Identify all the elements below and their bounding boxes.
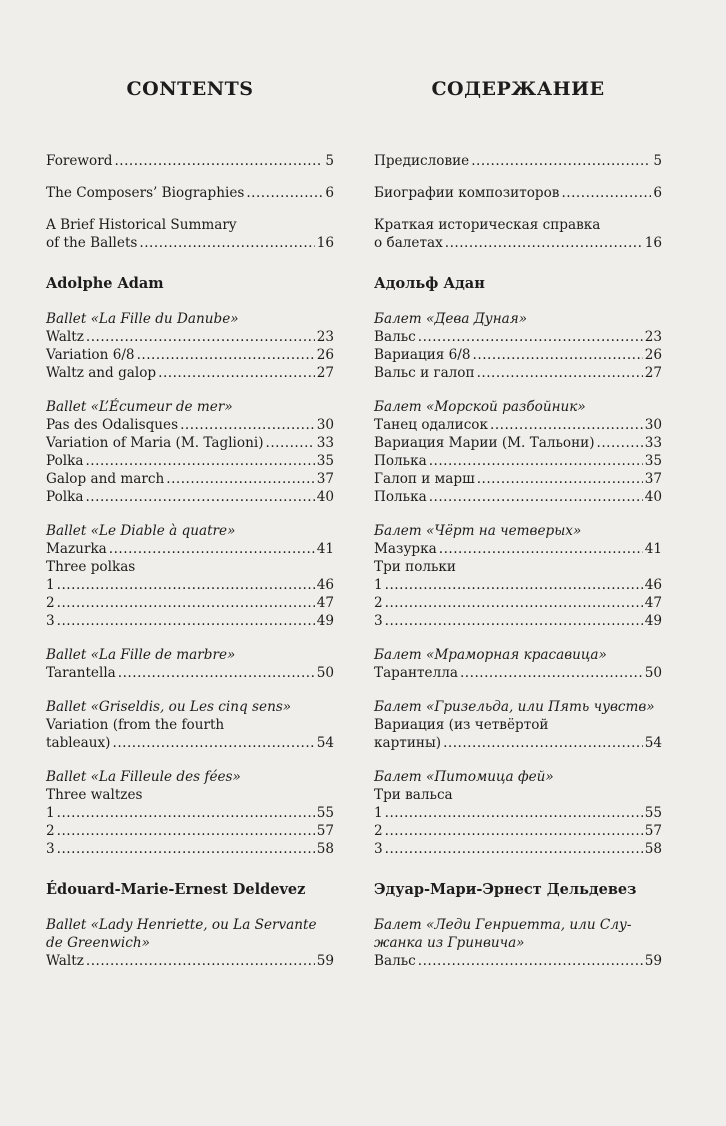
leader-dots — [57, 840, 315, 858]
toc-entry-summary-line: A Brief Historical Summary — [46, 217, 237, 233]
leader-dots — [57, 612, 315, 630]
leader-dots — [113, 734, 315, 752]
leader-dots — [85, 488, 314, 506]
leader-dots — [477, 364, 643, 382]
entry-label: Биографии композиторов — [374, 185, 560, 201]
leader-dots — [57, 822, 315, 840]
page-number: 55 — [316, 805, 334, 821]
page-number: 33 — [644, 435, 662, 451]
toc-entry — [46, 840, 334, 858]
toc-entry — [46, 594, 334, 612]
leader-dots — [561, 184, 651, 202]
toc-entry — [46, 576, 334, 594]
toc-entry — [374, 434, 662, 452]
toc-entry — [46, 346, 334, 364]
toc-entry — [46, 470, 334, 488]
ballet-title: Балет «Морской разбойник» — [374, 399, 586, 415]
toc-entry-line: Variation (from the fourth — [46, 717, 225, 733]
page-number: 58 — [316, 841, 334, 857]
page-number: 30 — [316, 417, 334, 433]
page-number: 23 — [316, 329, 334, 345]
toc-entry-foreword — [374, 152, 662, 170]
page-number: 57 — [644, 823, 662, 839]
leader-dots — [439, 540, 643, 558]
leader-dots — [443, 734, 643, 752]
entry-label: Waltz — [46, 953, 84, 969]
leader-dots — [385, 804, 643, 822]
page-number: 26 — [644, 347, 662, 363]
leader-dots — [418, 952, 643, 970]
page-number: 5 — [325, 153, 334, 169]
toc-entry — [46, 664, 334, 682]
page-number: 33 — [316, 435, 334, 451]
entry-label: Вальс и галоп — [374, 365, 475, 381]
composer-name: Эдуар-Мари-Эрнест Дельдевез — [374, 881, 637, 898]
toc-entry-summary — [374, 234, 662, 252]
leader-dots — [429, 452, 643, 470]
toc-entry — [46, 488, 334, 506]
page-number: 54 — [644, 735, 662, 751]
leader-dots — [460, 664, 643, 682]
entry-label: 1 — [46, 805, 55, 821]
leader-dots — [490, 416, 643, 434]
entry-label: Tarantella — [46, 665, 116, 681]
toc-entry — [374, 576, 662, 594]
leader-dots — [471, 152, 651, 170]
page-number: 41 — [316, 541, 334, 557]
entry-label: Polka — [46, 453, 84, 469]
leader-dots — [597, 434, 643, 452]
toc-entry — [374, 470, 662, 488]
toc-entry — [46, 416, 334, 434]
leader-dots — [473, 346, 643, 364]
entry-label: 3 — [374, 613, 383, 629]
toc-entry-summary-line: Краткая историческая справка — [374, 217, 601, 233]
leader-dots — [418, 328, 643, 346]
page-number: 50 — [316, 665, 334, 681]
toc-entry — [374, 364, 662, 382]
contents-column-english — [26, 76, 334, 970]
ballet-title: Ballet «La Fille de marbre» — [46, 647, 236, 663]
entry-label: картины) — [374, 735, 442, 751]
entry-label: Foreword — [46, 153, 113, 169]
page-number: 26 — [316, 347, 334, 363]
page-number: 30 — [644, 417, 662, 433]
toc-entry — [374, 804, 662, 822]
page-number: 6 — [653, 185, 662, 201]
toc-entry-line: Вариация (из четвёртой — [374, 717, 549, 733]
entry-label: Предисловие — [374, 153, 470, 169]
leader-dots — [166, 470, 314, 488]
contents-heading: СОДЕРЖАНИЕ — [431, 78, 605, 100]
ballet-title: Ballet «La Filleule des fées» — [46, 769, 241, 785]
ballet-title: de Greenwich» — [46, 935, 150, 951]
entry-label: 3 — [46, 613, 55, 629]
entry-label: 1 — [374, 577, 383, 593]
entry-label: 2 — [46, 823, 55, 839]
entry-label: Mazurka — [46, 541, 107, 557]
page-number: 46 — [644, 577, 662, 593]
toc-entry — [374, 734, 662, 752]
toc-entry — [374, 540, 662, 558]
toc-entry — [46, 364, 334, 382]
ballet-title: Ballet «Le Diable à quatre» — [46, 523, 236, 539]
ballet-title: Балет «Питомица фей» — [374, 769, 554, 785]
toc-entry-summary — [46, 234, 334, 252]
leader-dots — [266, 434, 315, 452]
entry-label: Galop and march — [46, 471, 165, 487]
ballet-title: Ballet «La Fille du Danube» — [46, 311, 239, 327]
entry-label: Waltz — [46, 329, 84, 345]
contents-column-russian — [354, 76, 662, 970]
toc-entry — [46, 822, 334, 840]
page-number: 35 — [644, 453, 662, 469]
page-number: 59 — [644, 953, 662, 969]
leader-dots — [86, 952, 315, 970]
ballet-title: жанка из Гринвича» — [374, 935, 525, 951]
toc-entry — [374, 664, 662, 682]
toc-entry — [46, 734, 334, 752]
toc-entry — [46, 434, 334, 452]
leader-dots — [57, 576, 315, 594]
page-number: 6 — [325, 185, 334, 201]
leader-dots — [139, 234, 314, 252]
group-label: Три польки — [374, 559, 456, 575]
toc-entry-foreword — [46, 152, 334, 170]
entry-label: Variation of Maria (M. Taglioni) — [46, 435, 264, 451]
ballet-title: Ballet «Lady Henriette, ou La Servante — [46, 917, 317, 933]
entry-label: 1 — [374, 805, 383, 821]
entry-label: Вальс — [374, 953, 416, 969]
entry-label: о балетах — [374, 235, 443, 251]
page-number: 16 — [316, 235, 334, 251]
leader-dots — [109, 540, 315, 558]
page-number: 37 — [644, 471, 662, 487]
leader-dots — [445, 234, 643, 252]
toc-entry-biographies — [46, 184, 334, 202]
toc-entry — [374, 840, 662, 858]
entry-label: Вальс — [374, 329, 416, 345]
entry-label: Pas des Odalisques — [46, 417, 179, 433]
page-number: 58 — [644, 841, 662, 857]
toc-entry — [374, 594, 662, 612]
entry-label: Полька — [374, 453, 427, 469]
toc-entry — [374, 822, 662, 840]
group-label: Three polkas — [46, 559, 136, 575]
page-number: 41 — [644, 541, 662, 557]
ballet-title: Балет «Гризельда, или Пять чувств» — [374, 699, 655, 715]
leader-dots — [385, 840, 643, 858]
page-number: 47 — [644, 595, 662, 611]
page-number: 40 — [644, 489, 662, 505]
composer-name: Adolphe Adam — [46, 275, 164, 292]
page-number: 57 — [316, 823, 334, 839]
leader-dots — [385, 612, 643, 630]
leader-dots — [429, 488, 643, 506]
ballet-title: Балет «Дева Дуная» — [374, 311, 528, 327]
toc-entry — [374, 488, 662, 506]
entry-label: Полька — [374, 489, 427, 505]
entry-label: 2 — [374, 823, 383, 839]
entry-label: Polka — [46, 489, 84, 505]
toc-entry — [374, 612, 662, 630]
ballet-title: Балет «Чёрт на четверых» — [374, 523, 582, 539]
entry-label: tableaux) — [46, 735, 111, 751]
page-number: 35 — [316, 453, 334, 469]
toc-entry — [374, 952, 662, 970]
toc-entry — [46, 540, 334, 558]
entry-label: 3 — [374, 841, 383, 857]
page-number: 55 — [644, 805, 662, 821]
leader-dots — [85, 452, 314, 470]
entry-label: Мазурка — [374, 541, 437, 557]
entry-label: 1 — [46, 577, 55, 593]
toc-entry — [46, 804, 334, 822]
leader-dots — [385, 594, 643, 612]
leader-dots — [118, 664, 315, 682]
toc-entry — [46, 328, 334, 346]
page-number: 16 — [644, 235, 662, 251]
composer-name: Адольф Адан — [374, 275, 485, 292]
page-number: 27 — [316, 365, 334, 381]
page-number: 46 — [316, 577, 334, 593]
ballet-title: Балет «Леди Генриетта, или Слу- — [374, 917, 632, 933]
toc-entry — [374, 346, 662, 364]
entry-label: 2 — [46, 595, 55, 611]
entry-label: Вариация 6/8 — [374, 347, 471, 363]
leader-dots — [57, 804, 315, 822]
ballet-title: Ballet «Griseldis, ou Les cinq sens» — [46, 699, 292, 715]
entry-label: 3 — [46, 841, 55, 857]
page-number: 50 — [644, 665, 662, 681]
toc-entry — [374, 416, 662, 434]
ballet-title: Ballet «L’Écumeur de mer» — [46, 399, 233, 415]
page-number: 5 — [653, 153, 662, 169]
page-number: 47 — [316, 595, 334, 611]
page-number: 40 — [316, 489, 334, 505]
entry-label: Variation 6/8 — [46, 347, 135, 363]
page-number: 54 — [316, 735, 334, 751]
leader-dots — [385, 822, 643, 840]
page-number: 37 — [316, 471, 334, 487]
entry-label: Танец одалисок — [374, 417, 488, 433]
leader-dots — [137, 346, 315, 364]
toc-entry — [374, 452, 662, 470]
entry-label: Waltz and galop — [46, 365, 157, 381]
leader-dots — [86, 328, 315, 346]
page-number: 49 — [644, 613, 662, 629]
leader-dots — [477, 470, 643, 488]
leader-dots — [180, 416, 315, 434]
leader-dots — [246, 184, 323, 202]
composer-name: Édouard-Marie-Ernest Deldevez — [46, 881, 306, 898]
contents-heading: CONTENTS — [126, 78, 254, 100]
leader-dots — [158, 364, 315, 382]
entry-label: Тарантелла — [374, 665, 458, 681]
page-number: 49 — [316, 613, 334, 629]
entry-label: Вариация Марии (М. Тальони) — [374, 435, 595, 451]
toc-entry-biographies — [374, 184, 662, 202]
entry-label: 2 — [374, 595, 383, 611]
leader-dots — [57, 594, 315, 612]
toc-entry — [374, 328, 662, 346]
ballet-title: Балет «Мраморная красавица» — [374, 647, 607, 663]
page-number: 27 — [644, 365, 662, 381]
entry-label: Галоп и марш — [374, 471, 475, 487]
leader-dots — [114, 152, 323, 170]
leader-dots — [385, 576, 643, 594]
group-label: Three waltzes — [46, 787, 143, 803]
entry-label: The Composers’ Biographies — [46, 185, 245, 201]
toc-entry — [46, 452, 334, 470]
group-label: Три вальса — [374, 787, 453, 803]
page-number: 59 — [316, 953, 334, 969]
toc-entry — [46, 952, 334, 970]
toc-entry — [46, 612, 334, 630]
entry-label: of the Ballets — [46, 235, 138, 251]
page-number: 23 — [644, 329, 662, 345]
